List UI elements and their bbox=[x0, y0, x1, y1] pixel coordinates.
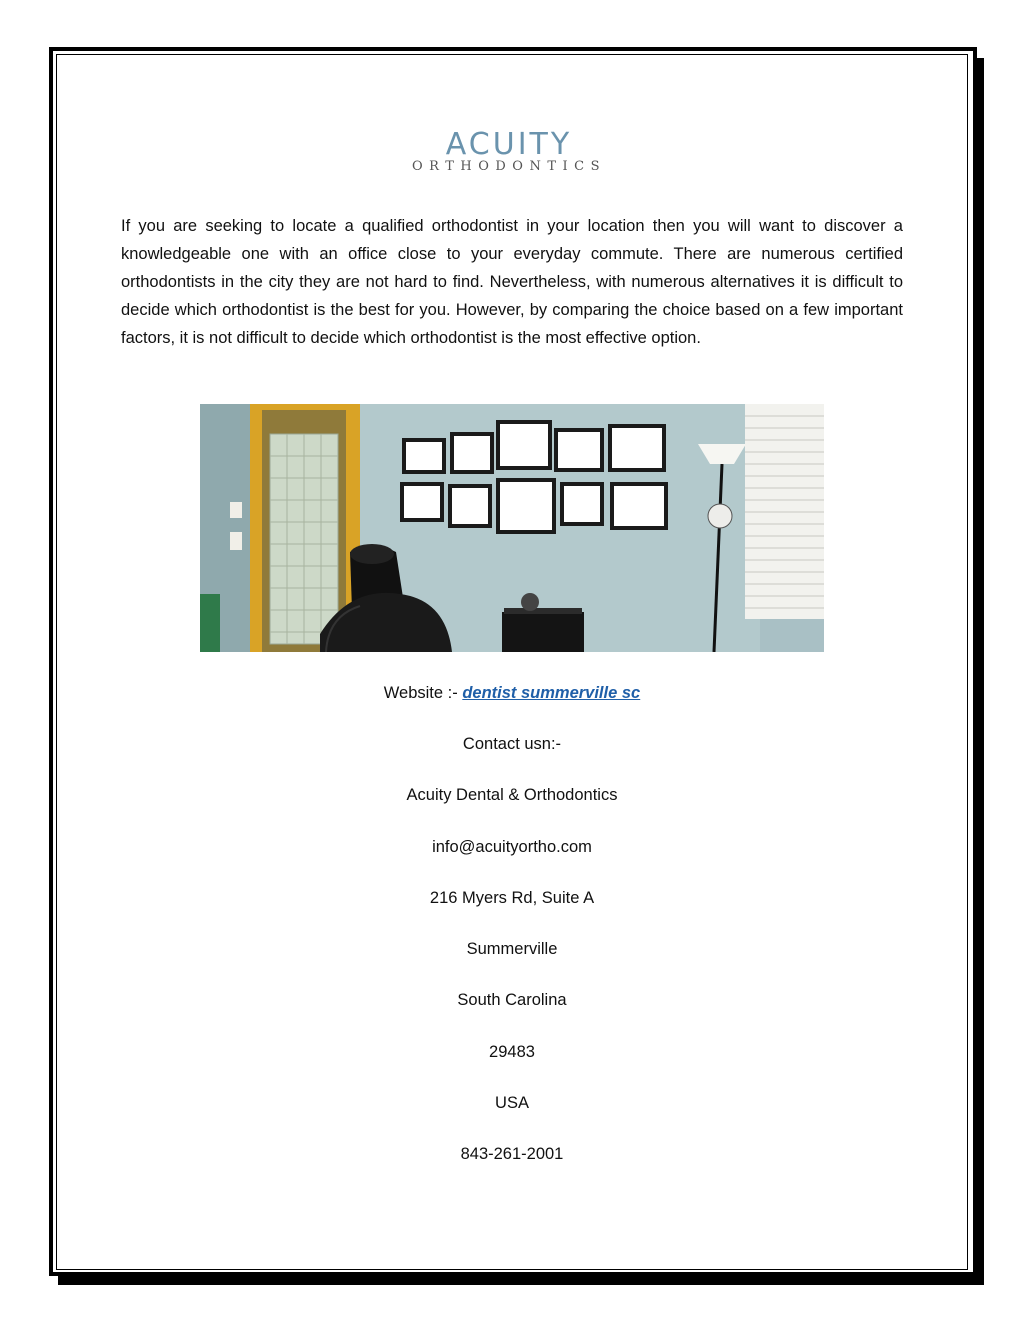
intro-paragraph: If you are seeking to locate a qualified orthodontist in your location then you will want to discover a knowledgeable one with an office close to your everyday commute. There are numerous certified orthodontists in the city they are not hard to find. Nevertheless, with numerous alternatives it is difficult to decide which orthodontist is the best for you. However, by comparing the choice based on a few important factors, it is not difficult to decide which orthodontist is the most effective option. bbox=[121, 217, 903, 347]
acuity-logo bbox=[394, 128, 624, 178]
contact-company: Acuity Dental & Orthodontics bbox=[406, 786, 618, 804]
contact-email: info@acuityortho.com bbox=[432, 838, 592, 856]
contact-heading: Contact usn:- bbox=[462, 735, 562, 753]
contact-phone: 843-261-2001 bbox=[460, 1145, 564, 1163]
website-line bbox=[120, 682, 904, 704]
website-link[interactable]: dentist summerville sc bbox=[462, 684, 641, 702]
website-prefix: Website :- bbox=[383, 684, 463, 702]
office-photo bbox=[200, 404, 824, 652]
contact-zip: 29483 bbox=[489, 1043, 535, 1061]
contact-street: 216 Myers Rd, Suite A bbox=[429, 889, 595, 907]
logo-sub-text: ORTHODONTICS bbox=[412, 159, 606, 174]
contact-country: USA bbox=[495, 1094, 529, 1112]
contact-city: Summerville bbox=[466, 940, 558, 958]
logo-brand-text: ACUITY bbox=[445, 127, 573, 162]
contact-state: South Carolina bbox=[457, 991, 567, 1009]
